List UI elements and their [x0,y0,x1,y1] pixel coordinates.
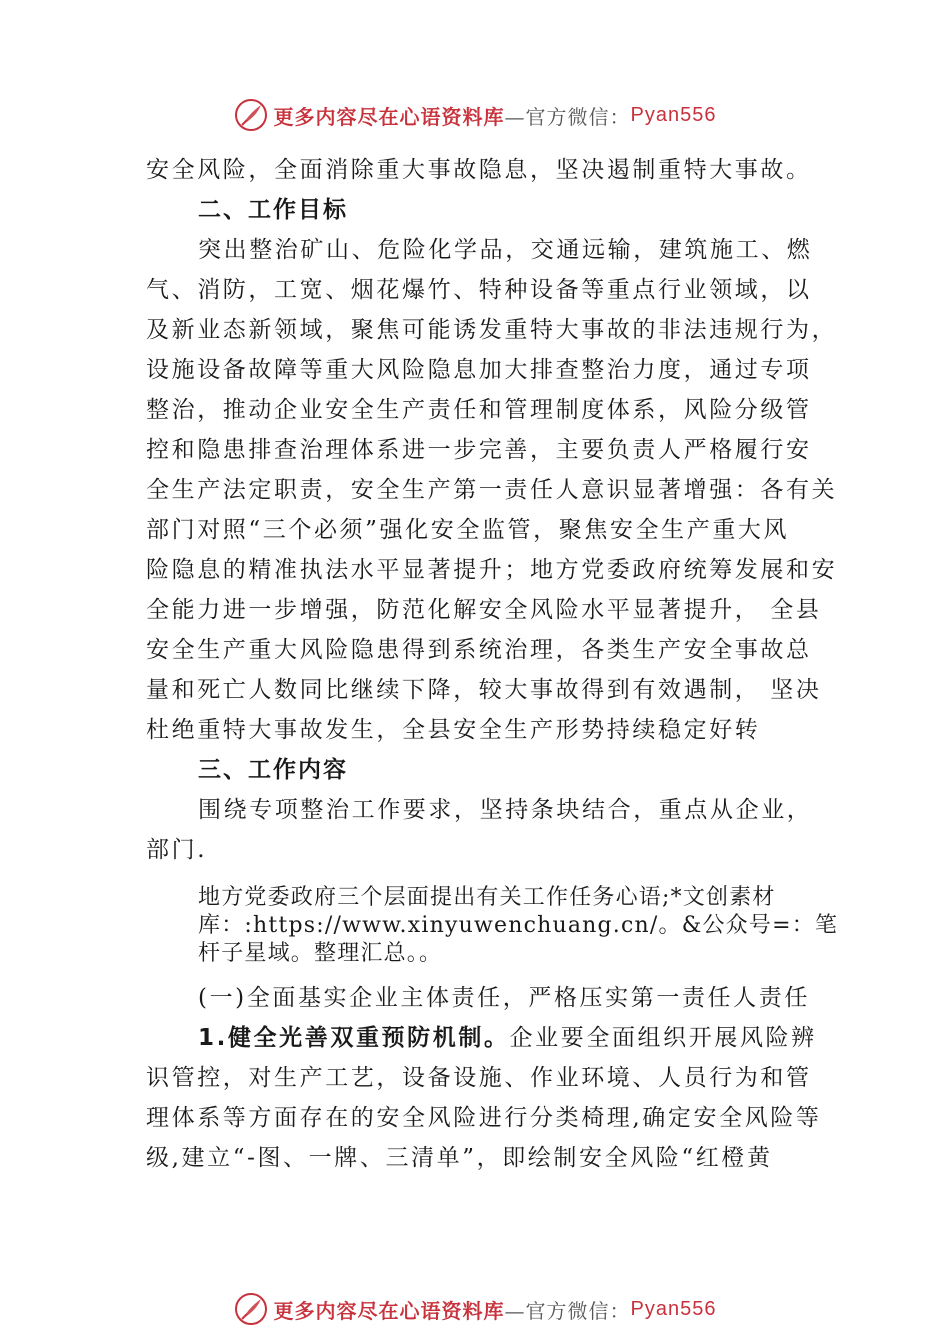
paragraph-line: 部门对照“三个必须”强化安全监管，聚焦安全生产重大风 [146,517,790,543]
paragraph-line: 全生产法定职责，安全生产第一责任人意识显著增强：各有关 [146,477,838,503]
paragraph-line: 部门. [146,837,208,863]
list-item-text: 企业要全面组织开展风险辨 [509,1025,817,1051]
paragraph-line: 库：:https://www.xinyuwenchuang.cn/。&公众号=：笔 [198,913,839,938]
header-watermark [0,95,950,135]
paragraph-line: 识管控，对生产工艺，设备设施、作业环境、人员行为和管 [146,1065,812,1091]
paragraph-line: 气、消防，工宽、烟花爆竹、特种设备等重点行业领域，以 [146,277,812,303]
paragraph-line: 设施设备故障等重大风险隐息加大排查整治力度，通过专项 [146,357,812,383]
list-item [146,1018,836,1058]
paragraph-line: 控和隐患排查治理体系进一步完善，主要负责人严格履行安 [146,437,812,463]
watermark-id: Pyan556 [630,1297,717,1320]
section-heading-content: 三、工作内容 [198,757,348,783]
paragraph-line: 理体系等方面存在的安全风险进行分类椅理,确定安全风险等 [146,1105,822,1131]
paragraph-line: 全能力进一步增强，防范化解安全风险水平显著提升， 全县 [146,597,822,623]
footer-watermark [0,1289,950,1329]
paragraph-line: 突出整治矿山、危险化学品，交通远输，建筑施工、燃 [198,237,813,263]
watermark-id: Pyan556 [630,103,717,126]
paragraph-line: 险隐息的精准执法水平显著提升；地方党委政府统筹发展和安 [146,557,838,583]
paragraph-line: 地方党委政府三个层面提出有关工作任务心语;*文创素材 [198,885,776,910]
subsection-heading: (一)全面基实企业主体责任，严格压实第一责任人责任 [198,985,810,1011]
quill-logo-icon [234,1292,268,1326]
list-item-title: 1.健全光善双重预防机制。 [198,1025,510,1051]
watermark-sep: —官方微信： [504,1298,631,1323]
paragraph-line: 杜绝重特大事故发生，全县安全生产形势持续稳定好转 [146,717,761,743]
watermark-title: 更多内容尽在心语资料库 [273,104,505,129]
paragraph-line: 围绕专项整治工作要求，坚持条块结合，重点从企业， [198,797,813,823]
paragraph-line: 整治，推动企业安全生产责任和管理制度体系，风险分级管 [146,397,812,423]
watermark-title: 更多内容尽在心语资料库 [273,1298,505,1323]
paragraph-line: 量和死亡人数同比继续下降，较大事故得到有效遇制， 坚决 [146,677,822,703]
quill-logo-icon [234,98,268,132]
paragraph-line: 安全生产重大风险隐患得到系统治理，各类生产安全事故总 [146,637,812,663]
document-body [146,150,839,1178]
section-heading-goals: 二、工作目标 [198,197,348,223]
paragraph-line: 及新业态新领域，聚焦可能诱发重特大事故的非法违规行为， [146,317,838,343]
paragraph-line: 级,建立“-图、一牌、三清单”，即绘制安全风险“红橙黄 [146,1145,773,1171]
watermark-sep: —官方微信： [504,104,631,129]
paragraph-line: 安全风险，全面消除重大事故隐息，坚决遏制重特大事故。 [146,157,812,183]
paragraph-line: 杆子星域。整理汇总。。 [198,941,443,966]
